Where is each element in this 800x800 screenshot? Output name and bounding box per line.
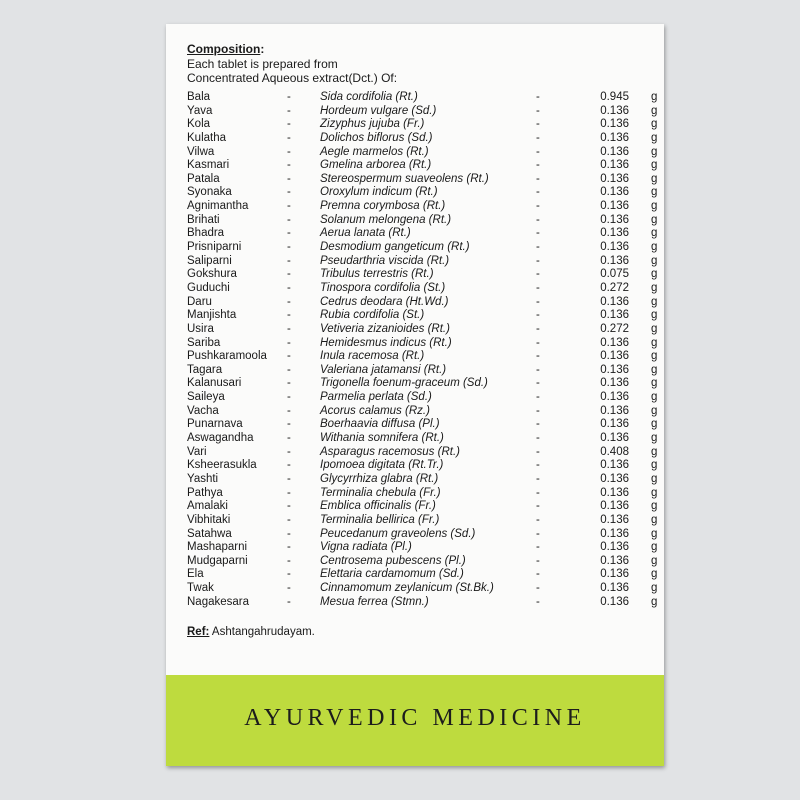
ingredient-unit: g — [651, 200, 658, 213]
ingredient-name: Bhadra — [187, 227, 225, 240]
ingredient-quantity: 0.136 — [600, 186, 629, 199]
botanical-name: Hordeum vulgare (Sd.) — [320, 104, 437, 117]
ingredient-name: Usira — [187, 322, 214, 335]
separator-dash: - — [536, 118, 540, 131]
ingredient-unit: g — [651, 418, 658, 431]
intro-line-1: Each tablet is prepared from — [187, 57, 338, 71]
separator-dash: - — [536, 281, 540, 294]
separator-dash: - — [536, 268, 540, 281]
botanical-name: Solanum melongena (Rt.) — [320, 213, 452, 226]
separator-dash: - — [287, 432, 291, 445]
ingredient-row — [187, 309, 658, 323]
ingredient-quantity: 0.136 — [600, 404, 629, 417]
botanical-name: Aerua lanata (Rt.) — [320, 227, 411, 240]
ingredient-unit: g — [651, 131, 658, 144]
ingredient-unit: g — [651, 541, 658, 554]
ingredient-row — [187, 227, 658, 241]
ingredient-quantity: 0.136 — [600, 213, 629, 226]
separator-dash: - — [536, 432, 540, 445]
ingredient-name: Daru — [187, 295, 212, 308]
ingredient-unit: g — [651, 377, 658, 390]
composition-title: Composition — [187, 42, 261, 56]
ingredient-unit: g — [651, 472, 658, 485]
ingredient-unit: g — [651, 486, 658, 499]
ingredient-row — [187, 281, 658, 296]
botanical-name: Stereospermum suaveolens (Rt.) — [320, 172, 489, 185]
botanical-name: Dolichos biflorus (Sd.) — [320, 131, 433, 144]
ingredient-name: Tagara — [187, 363, 223, 376]
ingredient-unit: g — [651, 322, 658, 335]
separator-dash: - — [287, 418, 291, 431]
botanical-name: Emblica officinalis (Fr.) — [320, 500, 436, 513]
ingredient-row — [187, 268, 658, 282]
separator-dash: - — [287, 104, 291, 117]
botanical-name: Withania somnifera (Rt.) — [320, 432, 444, 445]
ingredient-row — [187, 513, 658, 528]
ingredient-name: Twak — [187, 582, 214, 595]
ingredient-row — [187, 432, 658, 446]
botanical-name: Inula racemosa (Rt.) — [320, 350, 425, 363]
separator-dash: - — [287, 241, 291, 254]
ingredient-quantity: 0.136 — [600, 254, 629, 267]
ingredient-name: Gokshura — [187, 268, 237, 281]
botanical-name: Gmelina arborea (Rt.) — [320, 159, 432, 172]
ingredient-unit: g — [651, 500, 658, 513]
ingredient-row — [187, 404, 658, 419]
ingredient-quantity: 0.136 — [600, 432, 629, 445]
separator-dash: - — [287, 322, 291, 335]
ingredient-unit: g — [651, 445, 658, 458]
ingredient-quantity: 0.136 — [600, 377, 629, 390]
ingredient-quantity: 0.136 — [600, 159, 629, 172]
separator-dash: - — [536, 513, 540, 526]
ingredient-unit: g — [651, 118, 658, 131]
ingredient-row — [187, 350, 658, 364]
separator-dash: - — [287, 254, 291, 267]
ingredient-unit: g — [651, 513, 658, 526]
botanical-name: Asparagus racemosus (Rt.) — [320, 445, 460, 458]
botanical-name: Hemidesmus indicus (Rt.) — [320, 336, 452, 349]
separator-dash: - — [536, 500, 540, 513]
separator-dash: - — [536, 404, 540, 417]
botanical-name: Peucedanum graveolens (Sd.) — [320, 527, 476, 540]
ingredient-row — [187, 377, 658, 391]
separator-dash: - — [287, 459, 291, 472]
ingredient-row — [187, 295, 658, 310]
ingredient-name: Manjishta — [187, 309, 237, 322]
ingredient-row — [187, 472, 658, 487]
ingredient-row — [187, 582, 658, 596]
separator-dash: - — [536, 568, 540, 581]
separator-dash: - — [536, 486, 540, 499]
reference-note — [187, 626, 315, 638]
botanical-name: Valeriana jatamansi (Rt.) — [320, 363, 447, 376]
intro-line-2: Concentrated Aqueous extract(Dct.) Of: — [187, 71, 398, 85]
ingredient-quantity: 0.136 — [600, 309, 629, 322]
ingredient-unit: g — [651, 254, 658, 267]
ingredient-quantity: 0.136 — [600, 145, 629, 158]
separator-dash: - — [287, 486, 291, 499]
ingredient-unit: g — [651, 582, 658, 595]
ingredient-quantity: 0.136 — [600, 118, 629, 131]
separator-dash: - — [287, 472, 291, 485]
separator-dash: - — [536, 554, 540, 567]
ingredient-name: Kasmari — [187, 159, 230, 172]
ingredient-unit: g — [651, 432, 658, 445]
ingredient-name: Pushkaramoola — [187, 350, 267, 363]
ingredient-name: Agnimantha — [187, 200, 249, 213]
separator-dash: - — [287, 159, 291, 172]
ingredient-quantity: 0.136 — [600, 350, 629, 363]
ingredient-quantity: 0.136 — [600, 500, 629, 513]
separator-dash: - — [536, 336, 540, 349]
composition-colon: : — [260, 42, 265, 56]
ingredient-quantity: 0.136 — [600, 363, 629, 376]
separator-dash: - — [536, 459, 540, 472]
botanical-name: Aegle marmelos (Rt.) — [320, 145, 429, 158]
separator-dash: - — [287, 391, 291, 404]
ingredient-quantity: 0.136 — [600, 241, 629, 254]
ingredient-name: Aswagandha — [187, 432, 254, 445]
botanical-name: Pseudarthria viscida (Rt.) — [320, 254, 450, 267]
botanical-name: Terminalia chebula (Fr.) — [320, 486, 441, 499]
ingredient-row — [187, 145, 658, 160]
separator-dash: - — [287, 131, 291, 144]
ingredient-row — [187, 131, 658, 146]
ingredient-name: Yava — [187, 104, 213, 117]
separator-dash: - — [287, 513, 291, 526]
botanical-name: Vigna radiata (Pl.) — [320, 541, 412, 554]
botanical-name: Desmodium gangeticum (Rt.) — [320, 241, 470, 254]
ingredient-list — [187, 91, 658, 609]
ingredient-quantity: 0.136 — [600, 200, 629, 213]
separator-dash: - — [536, 309, 540, 322]
banner-text: AYURVEDIC MEDICINE — [244, 705, 586, 731]
botanical-name: Boerhaavia diffusa (Pl.) — [320, 418, 440, 431]
separator-dash: - — [536, 391, 540, 404]
ingredient-name: Saliparni — [187, 254, 232, 267]
ingredient-unit: g — [651, 336, 658, 349]
ingredient-row — [187, 159, 658, 173]
separator-dash: - — [287, 213, 291, 226]
ingredient-row — [187, 186, 658, 200]
botanical-name: Cedrus deodara (Ht.Wd.) — [320, 295, 449, 308]
ingredient-row — [187, 445, 658, 460]
separator-dash: - — [536, 186, 540, 199]
botanical-name: Sida cordifolia (Rt.) — [320, 91, 418, 103]
ingredient-name: Amalaki — [187, 500, 228, 513]
medicine-box-panel — [166, 24, 664, 766]
ingredient-unit: g — [651, 568, 658, 581]
separator-dash: - — [287, 200, 291, 213]
separator-dash: - — [536, 104, 540, 117]
ingredient-quantity: 0.136 — [600, 418, 629, 431]
separator-dash: - — [287, 295, 291, 308]
ingredient-name: Punarnava — [187, 418, 243, 431]
ingredient-name: Nagakesara — [187, 595, 250, 608]
ingredient-quantity: 0.136 — [600, 104, 629, 117]
ingredient-unit: g — [651, 595, 658, 608]
ingredient-quantity: 0.945 — [600, 91, 629, 103]
ingredient-row — [187, 254, 658, 269]
separator-dash: - — [287, 350, 291, 363]
separator-dash: - — [536, 418, 540, 431]
botanical-name: Parmelia perlata (Sd.) — [320, 391, 432, 404]
ingredient-name: Bala — [187, 91, 211, 103]
separator-dash: - — [536, 91, 540, 103]
botanical-name: Zizyphus jujuba (Fr.) — [320, 118, 425, 131]
separator-dash: - — [287, 404, 291, 417]
separator-dash: - — [536, 131, 540, 144]
ingredient-row — [187, 459, 658, 473]
ingredient-quantity: 0.136 — [600, 131, 629, 144]
ingredient-unit: g — [651, 186, 658, 199]
ingredient-unit: g — [651, 227, 658, 240]
ingredient-row — [187, 336, 658, 351]
ingredient-unit: g — [651, 459, 658, 472]
ingredient-unit: g — [651, 172, 658, 185]
botanical-name: Ipomoea digitata (Rt.Tr.) — [320, 459, 444, 472]
ingredient-row — [187, 541, 658, 555]
botanical-name: Glycyrrhiza glabra (Rt.) — [320, 472, 439, 485]
reference-text: Ashtangahrudayam. — [209, 626, 315, 638]
separator-dash: - — [287, 118, 291, 131]
ingredient-unit: g — [651, 404, 658, 417]
reference-label: Ref: — [187, 626, 210, 638]
ingredient-row — [187, 363, 658, 378]
botanical-name: Tinospora cordifolia (St.) — [320, 281, 446, 294]
separator-dash: - — [287, 145, 291, 158]
ingredient-unit: g — [651, 268, 658, 281]
separator-dash: - — [287, 541, 291, 554]
separator-dash: - — [287, 377, 291, 390]
ingredient-quantity: 0.136 — [600, 513, 629, 526]
ingredient-name: Saileya — [187, 391, 225, 404]
ingredient-quantity: 0.136 — [600, 541, 629, 554]
botanical-name: Rubia cordifolia (St.) — [320, 309, 425, 322]
ingredient-row — [187, 391, 658, 405]
botanical-name: Mesua ferrea (Stmn.) — [320, 595, 429, 608]
separator-dash: - — [287, 527, 291, 540]
separator-dash: - — [287, 281, 291, 294]
ingredient-name: Vibhitaki — [187, 513, 231, 526]
separator-dash: - — [287, 309, 291, 322]
ingredient-row — [187, 172, 658, 187]
separator-dash: - — [536, 159, 540, 172]
botanical-name: Tribulus terrestris (Rt.) — [320, 268, 434, 281]
ingredient-quantity: 0.136 — [600, 295, 629, 308]
separator-dash: - — [287, 268, 291, 281]
separator-dash: - — [536, 595, 540, 608]
botanical-name: Elettaria cardamomum (Sd.) — [320, 568, 464, 581]
separator-dash: - — [536, 527, 540, 540]
ingredient-name: Kola — [187, 118, 211, 131]
ingredient-name: Guduchi — [187, 281, 230, 294]
ingredient-name: Vari — [187, 445, 207, 458]
separator-dash: - — [536, 363, 540, 376]
ingredient-name: Mudgaparni — [187, 554, 248, 567]
ingredient-name: Brihati — [187, 213, 220, 226]
ingredient-unit: g — [651, 363, 658, 376]
ingredient-unit: g — [651, 104, 658, 117]
ingredient-name: Prisniparni — [187, 241, 242, 254]
separator-dash: - — [536, 350, 540, 363]
ingredient-quantity: 0.272 — [600, 281, 629, 294]
ingredient-quantity: 0.136 — [600, 554, 629, 567]
separator-dash: - — [536, 145, 540, 158]
ingredient-unit: g — [651, 391, 658, 404]
ingredient-quantity: 0.408 — [600, 445, 629, 458]
separator-dash: - — [287, 186, 291, 199]
ingredient-name: Mashaparni — [187, 541, 248, 554]
ingredient-row — [187, 322, 658, 337]
ingredient-row — [187, 554, 658, 569]
botanical-name: Terminalia bellirica (Fr.) — [320, 513, 440, 526]
botanical-name: Centrosema pubescens (Pl.) — [320, 554, 466, 567]
ingredient-name: Yashti — [187, 472, 219, 485]
ingredient-unit: g — [651, 527, 658, 540]
ingredient-unit: g — [651, 295, 658, 308]
ingredient-unit: g — [651, 281, 658, 294]
ingredient-quantity: 0.075 — [600, 268, 629, 281]
separator-dash: - — [536, 445, 540, 458]
separator-dash: - — [287, 595, 291, 608]
ingredient-quantity: 0.136 — [600, 172, 629, 185]
separator-dash: - — [536, 227, 540, 240]
botanical-name: Cinnamomum zeylanicum (St.Bk.) — [320, 582, 494, 595]
ingredient-row — [187, 200, 658, 214]
ingredient-row — [187, 91, 658, 105]
ingredient-name: Syonaka — [187, 186, 232, 199]
ingredient-quantity: 0.136 — [600, 582, 629, 595]
separator-dash: - — [287, 582, 291, 595]
separator-dash: - — [287, 554, 291, 567]
separator-dash: - — [536, 377, 540, 390]
ingredient-quantity: 0.136 — [600, 472, 629, 485]
botanical-name: Vetiveria zizanioides (Rt.) — [320, 322, 450, 335]
ingredient-quantity: 0.136 — [600, 336, 629, 349]
separator-dash: - — [287, 91, 291, 103]
ingredient-name: Ksheerasukla — [187, 459, 257, 472]
ingredient-row — [187, 500, 658, 514]
separator-dash: - — [536, 241, 540, 254]
separator-dash: - — [287, 227, 291, 240]
separator-dash: - — [287, 172, 291, 185]
ingredient-name: Patala — [187, 172, 220, 185]
ingredient-name: Pathya — [187, 486, 223, 499]
ayurvedic-banner — [166, 675, 664, 766]
ingredient-unit: g — [651, 91, 658, 103]
ingredient-row — [187, 486, 658, 501]
separator-dash: - — [536, 172, 540, 185]
separator-dash: - — [287, 568, 291, 581]
composition-heading — [187, 42, 264, 56]
ingredient-unit: g — [651, 350, 658, 363]
ingredient-unit: g — [651, 241, 658, 254]
ingredient-name: Sariba — [187, 336, 221, 349]
ingredient-row — [187, 595, 658, 610]
separator-dash: - — [536, 200, 540, 213]
ingredient-quantity: 0.136 — [600, 595, 629, 608]
separator-dash: - — [536, 213, 540, 226]
separator-dash: - — [536, 541, 540, 554]
ingredient-row — [187, 118, 658, 132]
ingredient-row — [187, 213, 658, 228]
separator-dash: - — [536, 322, 540, 335]
ingredient-quantity: 0.136 — [600, 391, 629, 404]
botanical-name: Trigonella foenum-graceum (Sd.) — [320, 377, 488, 390]
ingredient-row — [187, 418, 658, 432]
ingredient-row — [187, 527, 658, 542]
ingredient-name: Vilwa — [187, 145, 215, 158]
botanical-name: Acorus calamus (Rz.) — [320, 404, 430, 417]
ingredient-unit: g — [651, 159, 658, 172]
separator-dash: - — [287, 445, 291, 458]
ingredient-name: Ela — [187, 568, 204, 581]
ingredient-quantity: 0.136 — [600, 227, 629, 240]
ingredient-row — [187, 104, 658, 119]
ingredient-unit: g — [651, 145, 658, 158]
ingredient-row — [187, 241, 658, 255]
ingredient-quantity: 0.272 — [600, 322, 629, 335]
separator-dash: - — [287, 336, 291, 349]
ingredient-quantity: 0.136 — [600, 527, 629, 540]
ingredient-quantity: 0.136 — [600, 486, 629, 499]
ingredient-quantity: 0.136 — [600, 459, 629, 472]
separator-dash: - — [536, 254, 540, 267]
separator-dash: - — [287, 500, 291, 513]
separator-dash: - — [536, 472, 540, 485]
botanical-name: Oroxylum indicum (Rt.) — [320, 186, 438, 199]
ingredient-name: Kulatha — [187, 131, 227, 144]
ingredient-unit: g — [651, 309, 658, 322]
ingredient-name: Vacha — [187, 404, 219, 417]
ingredient-unit: g — [651, 213, 658, 226]
ingredient-name: Satahwa — [187, 527, 232, 540]
separator-dash: - — [536, 582, 540, 595]
ingredient-row — [187, 568, 658, 582]
ingredient-name: Kalanusari — [187, 377, 242, 390]
separator-dash: - — [287, 363, 291, 376]
botanical-name: Premna corymbosa (Rt.) — [320, 200, 446, 213]
ingredient-quantity: 0.136 — [600, 568, 629, 581]
separator-dash: - — [536, 295, 540, 308]
ingredient-unit: g — [651, 554, 658, 567]
